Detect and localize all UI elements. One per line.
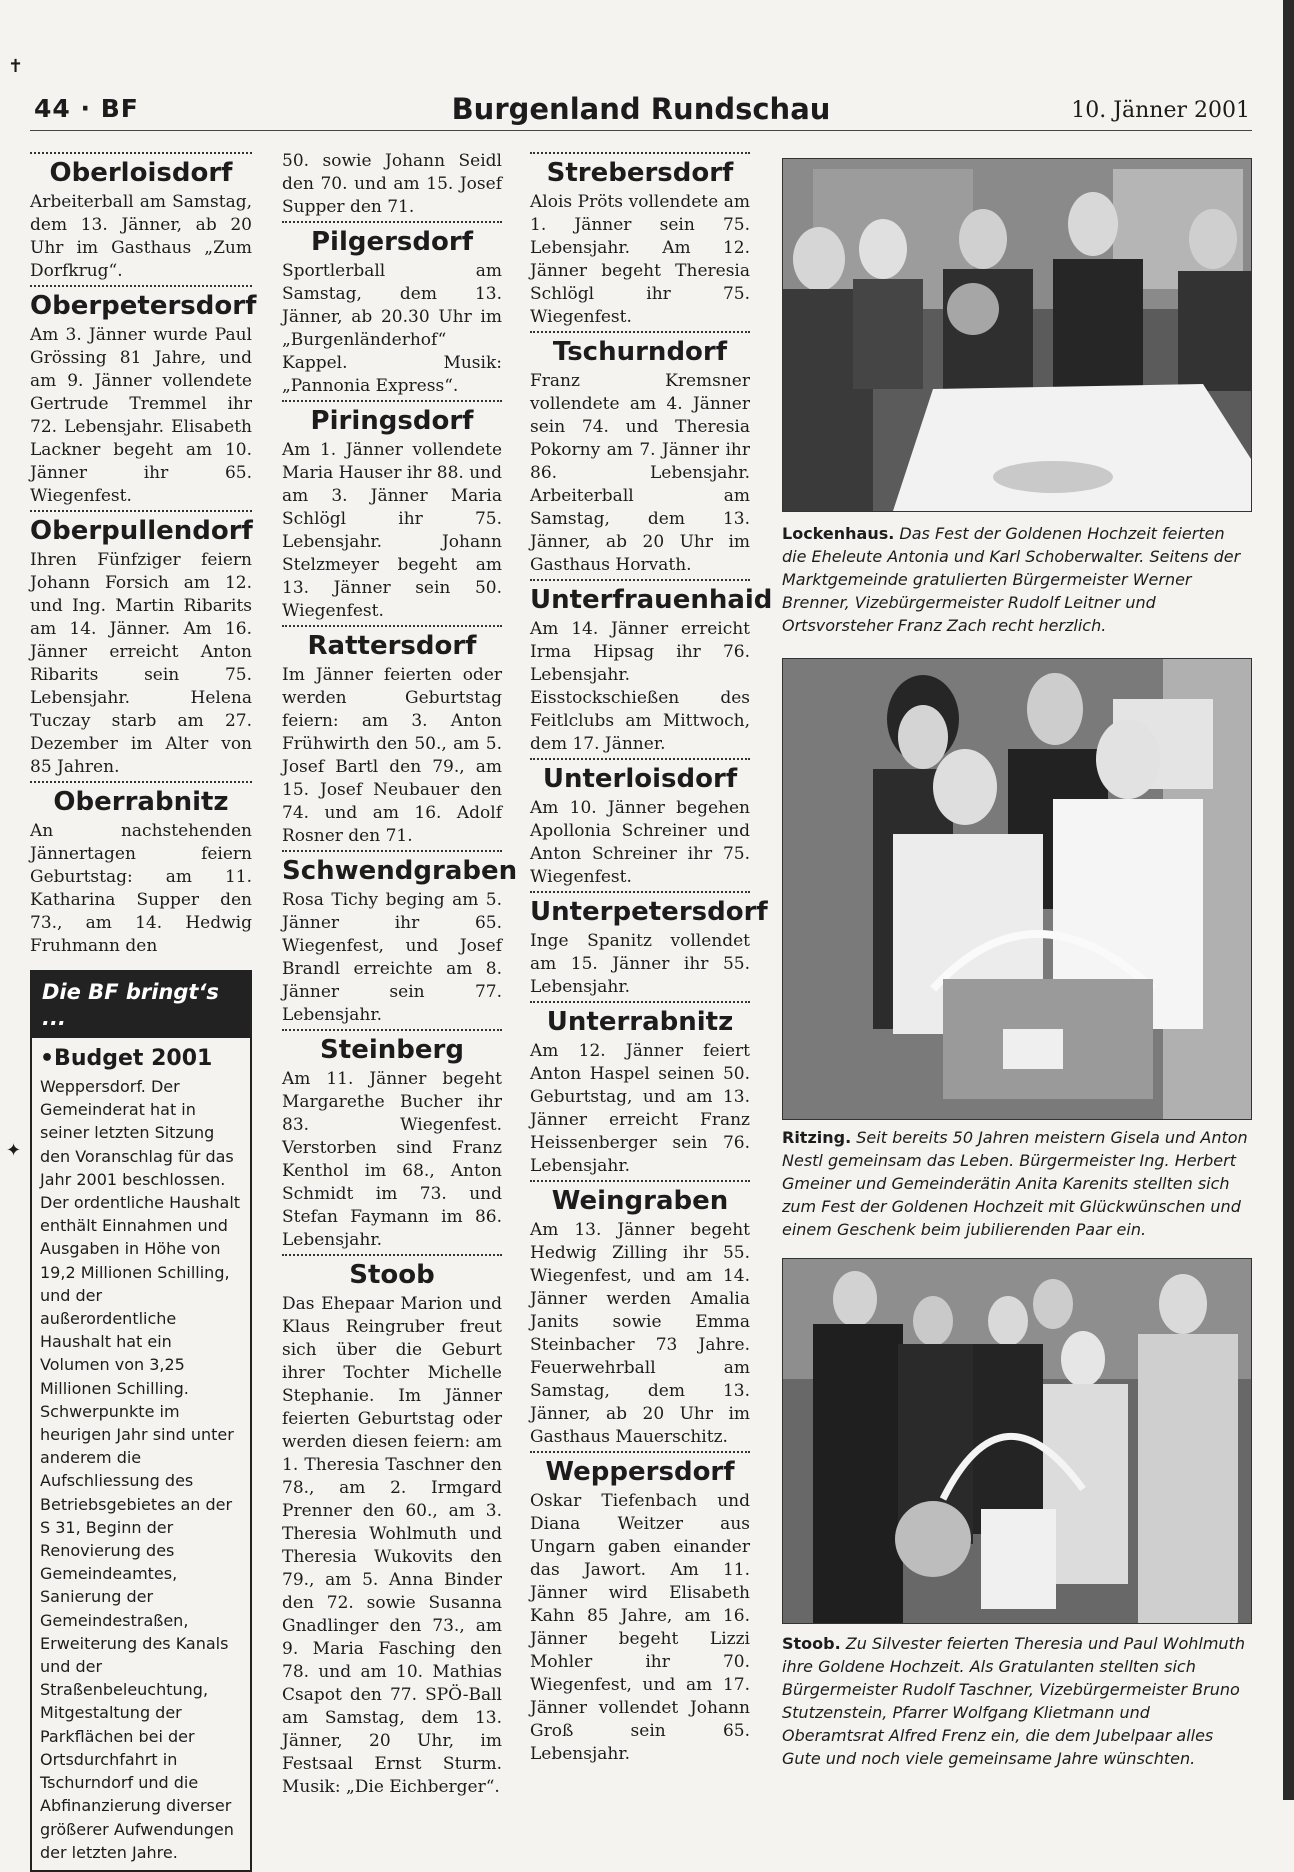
divider <box>282 850 502 852</box>
caption-place: Stoob. <box>782 1634 841 1653</box>
divider <box>282 1029 502 1031</box>
newspaper-title: Burgenland Rundschau <box>451 92 831 126</box>
section-heading: Unterfrauenhaid <box>530 585 773 615</box>
section-text: Im Jänner feierten oder werden Geburtstag feiern: am 3. Anton Frühwirth den 50., am 5. Josef Bartl den 79., am 15. Josef Neubauer den 74. und am 16. Adolf Rosner den 71. <box>282 665 502 846</box>
divider <box>530 1001 750 1003</box>
caption-text: Das Fest der Goldenen Hochzeit feierten die Eheleute Antonia und Karl Schoberwalter. Seitens der Marktgemeinde gratulierten Bürgermeister Werner Brenner, Vizebürgermeister Rudolf Leitner und Ortsvorsteher Franz Zach recht herzlich. <box>782 524 1241 635</box>
section-text: Am 1. Jänner vollendete Maria Hauser ihr 88. und am 3. Jänner Maria Schlögl ihr 75. Lebensjahr. Johann Stelzmeyer begeht am 13. Jänner sein 50. Wiegenfest. <box>282 440 503 621</box>
section-heading: Unterloisdorf <box>542 764 738 794</box>
divider <box>282 400 502 402</box>
divider <box>282 221 502 223</box>
divider <box>30 285 252 287</box>
section-heading: Steinberg <box>320 1035 464 1065</box>
caption-place: Ritzing. <box>782 1128 852 1147</box>
section-text: Sportlerball am Samstag, dem 13. Jänner, ab 20.30 Uhr im „Burgenländerhof“ Kappel. Musik: „Pannonia Express“. <box>282 261 502 396</box>
section-heading: Unterrabnitz <box>546 1007 734 1037</box>
section-text: Oskar Tiefenbach und Diana Weitzer aus Ungarn gaben einander das Jawort. Am 11. Jänner wird Elisabeth Kahn 85 Jahre, am 16. Jänner begeht Lizzi Mohler ihr 70. Wiegenfest, und am 17. Jänner vollendet Johann Groß sein 65. Lebensjahr. <box>530 1491 750 1764</box>
page-number: 44 · BF <box>34 94 139 123</box>
photo-caption-lockenhaus <box>782 522 1252 637</box>
page-edge-shadow <box>1283 0 1294 1800</box>
caption-text: Zu Silvester feierten Theresia und Paul Wohlmuth ihre Goldene Hochzeit. Als Gratulanten stellten sich Bürgermeister Rudolf Taschner, Vizebürgermeister Bruno Stutzenstein, Pfarrer Wolfgang Klietmann und Oberamtsrat Alfred Frenz ein, die dem Jubelpaar alles Gute und noch viele gemeinsame Jahre wünschten. <box>782 1634 1245 1768</box>
photo-caption-stoob <box>782 1632 1252 1770</box>
margin-mark: ✦ <box>6 1140 22 1161</box>
section-text: Ihren Fünfziger feiern Johann Forsich am 12. und Ing. Martin Ribarits am 14. Jänner. Am 16. Jänner erreicht Anton Ribarits sein 75. Lebensjahr. Helena Tuczay starb am 27. Dezember im Alter von 85 Jahren. <box>30 550 252 777</box>
section-heading: Oberrabnitz <box>53 787 229 817</box>
divider <box>282 1254 502 1256</box>
divider <box>530 1180 750 1182</box>
section-text: Am 3. Jänner wurde Paul Grössing 81 Jahre, und am 9. Jänner vollendete Gertrude Tremmel ihr 72. Lebensjahr. Elisabeth Lackner begeht am 10. Jänner ihr 65. Wiegenfest. <box>30 325 252 506</box>
section-heading: Schwendgraben <box>282 856 518 886</box>
caption-place: Lockenhaus. <box>782 524 895 543</box>
divider <box>30 152 252 154</box>
section-heading: Unterpetersdorf <box>530 897 768 927</box>
issue-date: 10. Jänner 2001 <box>1071 98 1250 123</box>
photo-lockenhaus <box>782 158 1252 512</box>
divider <box>530 1451 750 1453</box>
section-text: Am 10. Jänner begehen Apollonia Schreiner und Anton Schreiner ihr 75. Wiegenfest. <box>530 798 750 887</box>
divider <box>530 758 750 760</box>
section-text: Inge Spanitz vollendet am 15. Jänner ihr 55. Lebensjahr. <box>530 931 750 997</box>
page-header <box>30 90 1252 131</box>
column-1 <box>30 150 257 1872</box>
divider <box>530 152 750 154</box>
divider <box>30 510 252 512</box>
section-text: Arbeiterball am Samstag, dem 13. Jänner, ab 20 Uhr im Gasthaus „Zum Dorfkrug“. <box>30 192 252 281</box>
info-box-text: Weppersdorf. Der Gemeinderat hat in seiner letzten Sitzung den Voranschlag für das Jahr 2001 beschlossen. Der ordentliche Haushalt enthält Einnahmen und Ausgaben in Höhe von 19,2 Millionen Schilling, und der außerordentliche Haushalt hat ein Volumen von 3,25 Millionen Schilling. Schwerpunkte im heurigen Jahr sind unter anderem die Aufschliessung des Betriebsgebietes an der S 31, Beginn der Renovierung des Gemeindeamtes, Sanierung der Gemeindestraßen, Erweiterung des Kanals und der Straßenbeleuchtung, Mitgestaltung der Parkflächen bei der Ortsdurchfahrt in Tschurndorf und die Abfinanzierung diverser größerer Aufwendungen der letzten Jahre. <box>40 1077 241 1862</box>
divider <box>30 781 252 783</box>
section-text: Rosa Tichy beging am 5. Jänner ihr 65. Wiegenfest, und Josef Brandl erreichte am 8. Jänner sein 77. Lebensjahr. <box>282 890 502 1025</box>
section-text: Am 14. Jänner erreicht Irma Hipsag ihr 76. Lebensjahr. Eisstockschießen des Feitlclubs am Mittwoch, dem 17. Jänner. <box>530 619 750 754</box>
section-text: An nachstehenden Jännertagen feiern Geburtstag: am 11. Katharina Supper den 73., am 14. Hedwig Fruhmann den <box>30 821 252 956</box>
section-heading: Oberpullendorf <box>30 516 253 546</box>
section-heading: Stoob <box>349 1260 435 1290</box>
section-heading: Piringsdorf <box>310 406 474 436</box>
photo-caption-ritzing <box>782 1126 1252 1241</box>
section-heading: Pilgersdorf <box>310 227 474 257</box>
photo-stoob <box>782 1258 1252 1624</box>
divider <box>282 625 502 627</box>
section-text: Alois Pröts vollendete am 1. Jänner sein 75. Lebensjahr. Am 12. Jänner begeht Theresia Schlögl ihr 75. Wiegenfest. <box>530 192 750 327</box>
continued-text: 50. sowie Johann Seidl den 70. und am 15. Josef Supper den 71. <box>282 151 502 217</box>
section-text: Am 12. Jänner feiert Anton Haspel seinen 50. Geburtstag, und am 13. Jänner erreicht Franz Heissenberger sein 76. Lebensjahr. <box>530 1041 750 1176</box>
column-2 <box>282 150 518 1799</box>
section-heading: Oberpetersdorf <box>30 291 257 321</box>
section-heading: Strebersdorf <box>546 158 734 188</box>
section-heading: Tschurndorf <box>552 337 728 367</box>
photo-ritzing <box>782 658 1252 1120</box>
section-heading: Rattersdorf <box>307 631 477 661</box>
info-box-headline: •Budget 2001 <box>40 1046 213 1071</box>
divider <box>530 891 750 893</box>
section-text: Am 11. Jänner begeht Margarethe Bucher ihr 83. Wiegenfest. Verstorben sind Franz Kenthol im 68., Anton Schmidt im 73. und Stefan Faymann im 86. Lebensjahr. <box>282 1069 502 1250</box>
info-box-title: Die BF bringt‘s ... <box>32 972 250 1038</box>
section-text: Am 13. Jänner begeht Hedwig Zilling ihr 55. Wiegenfest, und am 14. Jänner werden Amalia Janits sowie Emma Steinbacher 73 Jahre. Feuerwehrball am Samstag, dem 13. Jänner, ab 20 Uhr im Gasthaus Mauerschitz. <box>530 1220 750 1447</box>
section-heading: Oberloisdorf <box>49 158 233 188</box>
section-text: Franz Kremsner vollendete am 4. Jänner sein 74. und Theresia Pokorny am 7. Jänner ihr 86. Lebensjahr. Arbeiterball am Samstag, dem 13. Jänner, ab 20 Uhr im Gasthaus Horvath. <box>530 371 750 575</box>
section-heading: Weingraben <box>551 1186 729 1216</box>
caption-text: Seit bereits 50 Jahren meistern Gisela und Anton Nestl gemeinsam das Leben. Bürgermeister Ing. Herbert Gmeiner und Gemeinderätin Anita Karenits stellten sich zum Fest der Goldenen Hochzeit mit Glückwünschen und einem Geschenk beim jubilierenden Paar ein. <box>782 1128 1248 1239</box>
divider <box>530 579 750 581</box>
divider <box>530 331 750 333</box>
section-text: Das Ehepaar Marion und Klaus Reingruber freut sich über die Geburt ihrer Tochter Michelle Stephanie. Im Jänner feierten Geburtstag oder werden diesen feiern: am 1. Theresia Taschner den 78., am 2. Irmgard Prenner den 60., am 3. Theresia Wohlmuth und Theresia Wukovits den 79., am 5. Anna Binder den 72. sowie Susanna Gnadlinger den 73., am 9. Maria Fasching den 78. und am 10. Mathias Csapot den 77. SPÖ-Ball am Samstag, dem 13. Jänner, 20 Uhr, im Festsaal Ernst Sturm. Musik: „Die Eichberger“. <box>282 1294 502 1797</box>
column-3 <box>530 150 773 1766</box>
info-box <box>30 970 252 1872</box>
margin-mark: ✝ <box>8 56 24 77</box>
section-heading: Weppersdorf <box>545 1457 735 1487</box>
